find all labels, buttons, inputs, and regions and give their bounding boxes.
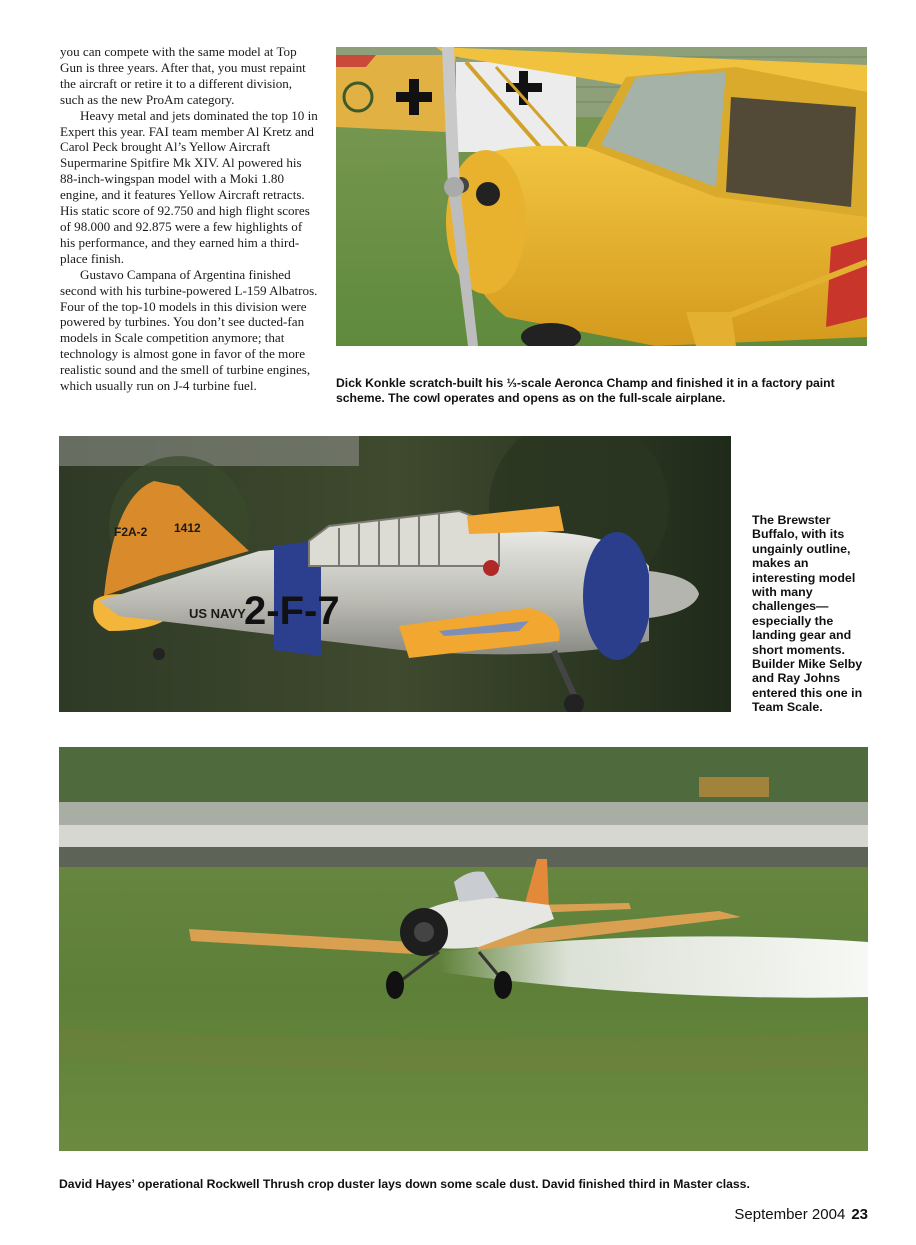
page-number: 23	[851, 1206, 868, 1223]
article-body	[60, 44, 318, 394]
aeronca-champ-illustration	[336, 47, 867, 346]
thrush-caption: David Hayes’ operational Rockwell Thrush crop duster lays down some scale dust. David finished third in Master class.	[59, 1177, 750, 1191]
navy-marking-text: US NAVY	[189, 606, 246, 621]
aeronca-champ-photo	[336, 47, 867, 346]
article-paragraph: you can compete with the same model at Top Gun is three years. After that, you must repaint the aircraft or retire it to a different division, such as the new ProAm category.	[60, 44, 306, 107]
article-paragraph: Gustavo Campana of Argentina finished second with his turbine-powered L-159 Albatros. Four of the top-10 models in this division were powered by turbines. You don’t see ducted-fan models in Scale competition anymore; that technology is almost gone in favor of the more realistic sound and the smell of turbine engines, which usually run on J-4 turbine fuel.	[60, 266, 318, 394]
aeronca-caption: Dick Konkle scratch-built his ⅓-scale Aeronca Champ and finished it in a factory paint scheme. The cowl operates and opens as on the full-scale airplane.	[336, 376, 835, 405]
article-paragraph: Heavy metal and jets dominated the top 10 in Expert this year. FAI team member Al Kretz and Carol Peck brought Al’s Yellow Aircraft Supermarine Spitfire Mk XIV. Al powered his 88-inch-wingspan model with a Moki 1.80 engine, and it features Yellow Aircraft retracts. His static score of 92.750 and high flight scores of 98.000 and 92.875 were a few highlights of his performance, and they earned him a third-place finish.	[60, 107, 318, 266]
buffalo-caption: The Brewster Buffalo, with its ungainly outline, makes an interesting model with many challenges—especially the landing gear and short moments. Builder Mike Selby and Ray Johns entered this one in Team Scale.	[752, 513, 863, 715]
code-marking-text: 2-F-7	[244, 589, 340, 633]
rockwell-thrush-photo	[59, 747, 868, 1151]
rockwell-thrush-illustration	[59, 747, 868, 1151]
serial-marking-text: 1412	[174, 521, 201, 535]
issue-date: September 2004	[734, 1206, 846, 1223]
page-footer	[734, 1206, 868, 1223]
brewster-buffalo-photo	[59, 436, 731, 712]
brewster-buffalo-illustration	[59, 436, 731, 712]
tail-marking-text: F2A-2	[114, 525, 148, 539]
